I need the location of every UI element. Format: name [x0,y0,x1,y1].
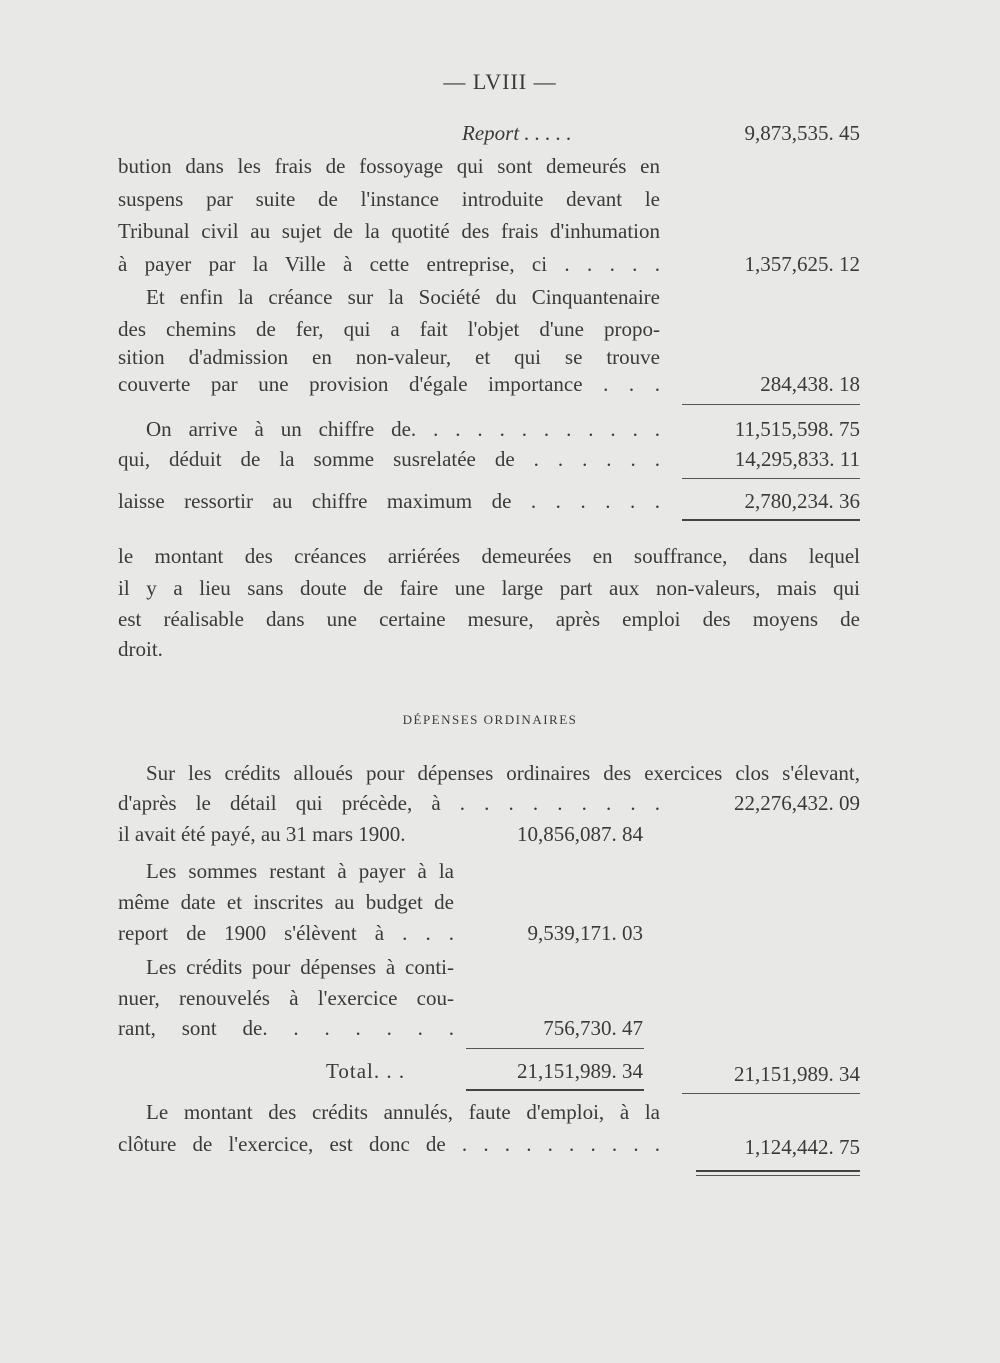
annules-line-2: clôture de l'exercice, est donc de . . . . . . . . . . [118,1132,660,1156]
para1-line-2: suspens par suite de l'instance introduite devant le [118,187,660,211]
para4-line-1: Sur les crédits alloués pour dépenses ordinaires des exercices clos s'élevant, [146,761,860,785]
right-rule-3 [682,1093,860,1094]
sommes-line-1: Les sommes restant à payer à la [146,859,454,883]
sommes-line-3: report de 1900 s'élèvent à . . . [118,921,454,945]
report-label: Report . . . . . [462,121,572,145]
total-double-rule [466,1089,644,1091]
sum-rule-1 [682,404,860,405]
report-amount: 9,873,535. 45 [744,121,860,145]
para4-amount: 22,276,432. 09 [734,791,860,815]
laisse-amount: 2,780,234. 36 [744,489,860,513]
para3-line-2: il y a lieu sans doute de faire une large part aux non-valeurs, mais qui [118,576,860,600]
paye-text: il avait été payé, au 31 mars 1900. [118,822,406,846]
total-label: Total. . . [326,1059,406,1083]
laisse-text: laisse ressortir au chiffre maximum de . . . . . . [118,489,660,513]
para2-amount: 284,438. 18 [760,372,860,396]
para3-line-3: est réalisable dans une certaine mesure, après emploi des moyens de [118,607,860,631]
para1-amount: 1,357,625. 12 [744,252,860,276]
sommes-amount: 9,539,171. 03 [527,921,643,945]
para4-line-2: d'après le détail qui précède, à . . . . . . . . . [118,791,660,815]
sum-rule-2 [682,478,860,479]
double-rule-1 [682,519,860,521]
final-double-rule [696,1170,860,1172]
para1-line-4: à payer par la Ville à cette entreprise, ci . . . . . [118,252,660,276]
credits-line-1: Les crédits pour dépenses à conti- [146,955,454,979]
arrive-text: On arrive à un chiffre de. . . . . . . . . . . . [146,417,660,441]
para1-line-1: bution dans les frais de fossoyage qui sont demeurés en [118,154,660,178]
para1-line-3: Tribunal civil au sujet de la quotité des frais d'inhumation [118,219,660,243]
sommes-line-2: même date et inscrites au budget de [118,890,454,914]
para2-line-3: sition d'admission en non-valeur, et qui se trouve [118,345,660,369]
annules-line-1: Le montant des crédits annulés, faute d'emploi, à la [146,1100,660,1124]
page-number: — LVIII — [443,69,557,94]
paye-amount: 10,856,087. 84 [517,822,643,846]
credits-amount: 756,730. 47 [543,1016,643,1040]
annules-amount: 1,124,442. 75 [744,1135,860,1159]
total-rule [466,1048,644,1049]
deduit-text: qui, déduit de la somme susrelatée de . . . . . . [118,447,660,471]
para3-line-4: droit. [118,637,163,661]
total-amount-right: 21,151,989. 34 [734,1062,860,1086]
section-heading: DÉPENSES ORDINAIRES [402,712,578,727]
para2-line-2: des chemins de fer, qui a fait l'objet d'une propo- [118,317,660,341]
arrive-amount: 11,515,598. 75 [734,417,860,441]
credits-line-2: nuer, renouvelés à l'exercice cou- [118,986,454,1010]
credits-line-3: rant, sont de. . . . . . . [118,1016,454,1040]
para3-line-1: le montant des créances arriérées demeurées en souffrance, dans lequel [118,544,860,568]
para2-line-4: couverte par une provision d'égale importance . . . [118,372,660,396]
total-amount-mid: 21,151,989. 34 [517,1059,643,1083]
para2-line-1: Et enfin la créance sur la Société du Cinquantenaire [146,285,660,309]
final-rule-bottom [696,1175,860,1176]
deduit-amount: 14,295,833. 11 [734,447,860,471]
